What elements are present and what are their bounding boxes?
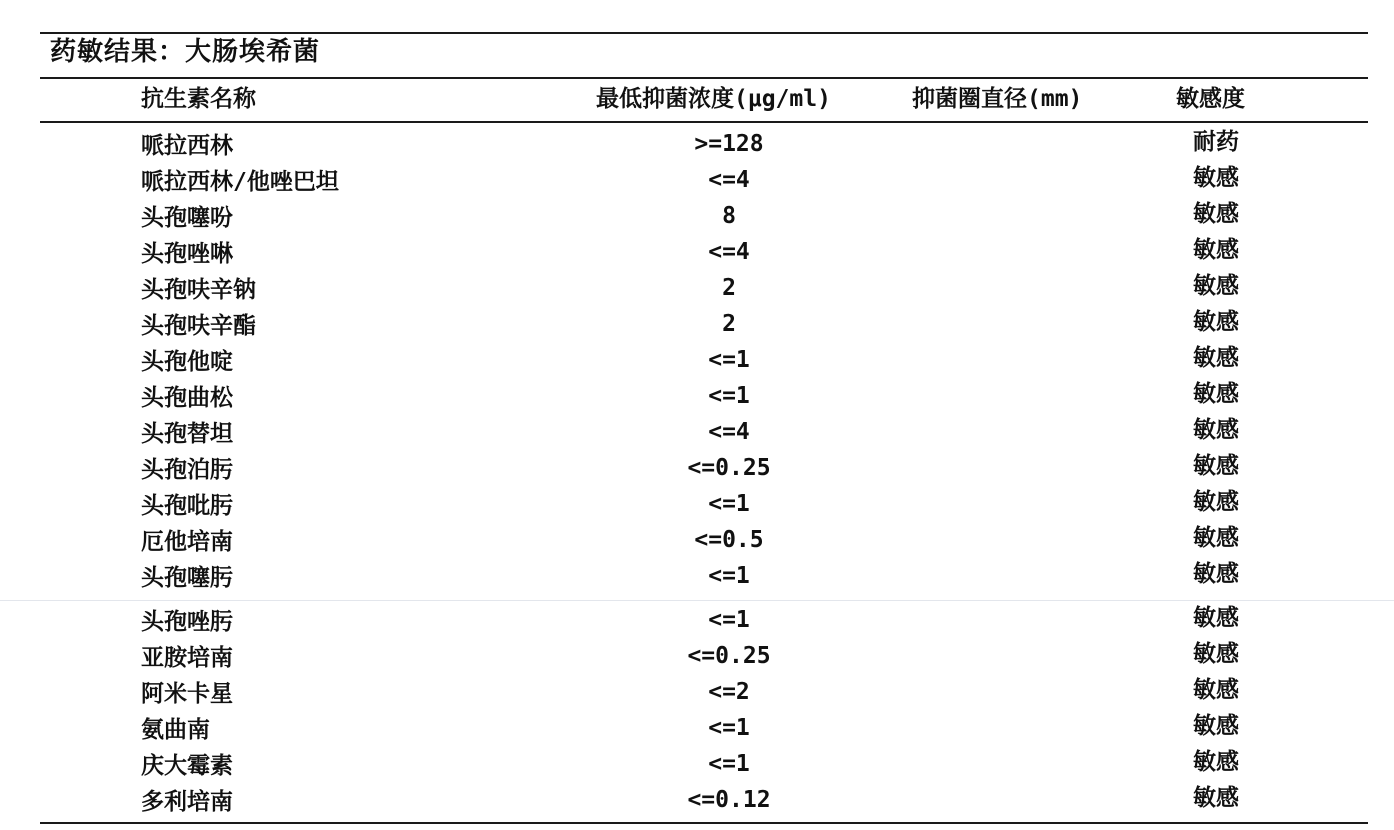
antibiotic-name-cell: 亚胺培南 — [141, 645, 233, 671]
antibiotic-name-cell: 头孢呋辛钠 — [141, 277, 256, 303]
table-row — [0, 524, 1394, 560]
top-rule — [40, 32, 1368, 34]
table-row — [0, 560, 1394, 596]
antibiotic-name-cell: 头孢唑啉 — [141, 241, 233, 267]
header-rule — [40, 121, 1368, 123]
sensitivity-cell: 耐药 — [1193, 129, 1239, 155]
sensitivity-cell: 敏感 — [1193, 641, 1239, 667]
sensitivity-cell: 敏感 — [1193, 677, 1239, 703]
antibiotic-name-cell: 头孢他啶 — [141, 349, 233, 375]
antibiotic-name-cell: 氨曲南 — [141, 717, 210, 743]
mic-value-cell: >=128 — [694, 131, 764, 157]
mic-value-cell: <=1 — [708, 607, 750, 633]
table-row — [0, 416, 1394, 452]
mic-value-cell: <=1 — [708, 383, 750, 409]
table-row — [0, 344, 1394, 380]
antibiotic-name-cell: 头孢泊肟 — [141, 457, 233, 483]
antibiotic-name-cell: 头孢噻吩 — [141, 205, 233, 231]
mic-value-cell: <=4 — [708, 167, 750, 193]
sensitivity-cell: 敏感 — [1193, 201, 1239, 227]
column-header-sensitivity: 敏感度 — [1176, 86, 1245, 112]
mic-value-cell: 8 — [722, 203, 736, 229]
table-row — [0, 488, 1394, 524]
sensitivity-cell: 敏感 — [1193, 749, 1239, 775]
sensitivity-cell: 敏感 — [1193, 417, 1239, 443]
antibiotic-name-cell: 头孢呋辛酯 — [141, 313, 256, 339]
table-row — [0, 308, 1394, 344]
mic-value-cell: 2 — [722, 311, 736, 337]
table-row — [0, 676, 1394, 712]
sensitivity-cell: 敏感 — [1193, 489, 1239, 515]
title-rule — [40, 77, 1368, 79]
antibiotic-name-cell: 头孢替坦 — [141, 421, 233, 447]
table-row — [0, 604, 1394, 640]
mic-value-cell: <=0.25 — [687, 643, 771, 669]
table-row — [0, 236, 1394, 272]
mic-value-cell: <=1 — [708, 491, 750, 517]
mic-value-cell: <=1 — [708, 715, 750, 741]
antibiotic-name-cell: 哌拉西林 — [141, 133, 233, 159]
bottom-rule — [40, 822, 1368, 824]
antibiotic-name-cell: 厄他培南 — [141, 529, 233, 555]
table-row — [0, 452, 1394, 488]
table-row — [0, 784, 1394, 820]
sensitivity-cell: 敏感 — [1193, 713, 1239, 739]
table-row — [0, 380, 1394, 416]
column-header-zone-diameter: 抑菌圈直径(mm) — [912, 86, 1083, 112]
column-header-mic: 最低抑菌浓度(μg/ml) — [596, 86, 831, 112]
sensitivity-cell: 敏感 — [1193, 237, 1239, 263]
antibiotic-name-cell: 哌拉西林/他唑巴坦 — [141, 169, 339, 195]
antibiotic-name-cell: 庆大霉素 — [141, 753, 233, 779]
table-row — [0, 748, 1394, 784]
mic-value-cell: <=0.5 — [694, 527, 764, 553]
sensitivity-cell: 敏感 — [1193, 785, 1239, 811]
sensitivity-cell: 敏感 — [1193, 273, 1239, 299]
sensitivity-cell: 敏感 — [1193, 381, 1239, 407]
sensitivity-cell: 敏感 — [1193, 453, 1239, 479]
sensitivity-cell: 敏感 — [1193, 561, 1239, 587]
mic-value-cell: <=4 — [708, 419, 750, 445]
antibiotic-name-cell: 头孢噻肟 — [141, 565, 233, 591]
mic-value-cell: <=2 — [708, 679, 750, 705]
sensitivity-cell: 敏感 — [1193, 345, 1239, 371]
mic-value-cell: <=1 — [708, 751, 750, 777]
mic-value-cell: <=1 — [708, 347, 750, 373]
mic-value-cell: <=0.25 — [687, 455, 771, 481]
mic-value-cell: 2 — [722, 275, 736, 301]
table-row — [0, 164, 1394, 200]
table-row — [0, 272, 1394, 308]
sensitivity-cell: 敏感 — [1193, 165, 1239, 191]
table-row — [0, 128, 1394, 164]
antibiotic-name-cell: 头孢唑肟 — [141, 609, 233, 635]
report-title: 药敏结果：大肠埃希菌 — [50, 37, 321, 67]
table-row — [0, 640, 1394, 676]
column-header-antibiotic-name: 抗生素名称 — [141, 86, 256, 112]
antibiotic-name-cell: 头孢曲松 — [141, 385, 233, 411]
antibiotic-name-cell: 阿米卡星 — [141, 681, 233, 707]
mic-value-cell: <=4 — [708, 239, 750, 265]
mic-value-cell: <=1 — [708, 563, 750, 589]
antibiotic-name-cell: 多利培南 — [141, 789, 233, 815]
table-row — [0, 712, 1394, 748]
antibiotic-name-cell: 头孢吡肟 — [141, 493, 233, 519]
sensitivity-cell: 敏感 — [1193, 605, 1239, 631]
sensitivity-cell: 敏感 — [1193, 525, 1239, 551]
mic-value-cell: <=0.12 — [687, 787, 771, 813]
sensitivity-cell: 敏感 — [1193, 309, 1239, 335]
section-divider — [0, 600, 1394, 601]
table-row — [0, 200, 1394, 236]
